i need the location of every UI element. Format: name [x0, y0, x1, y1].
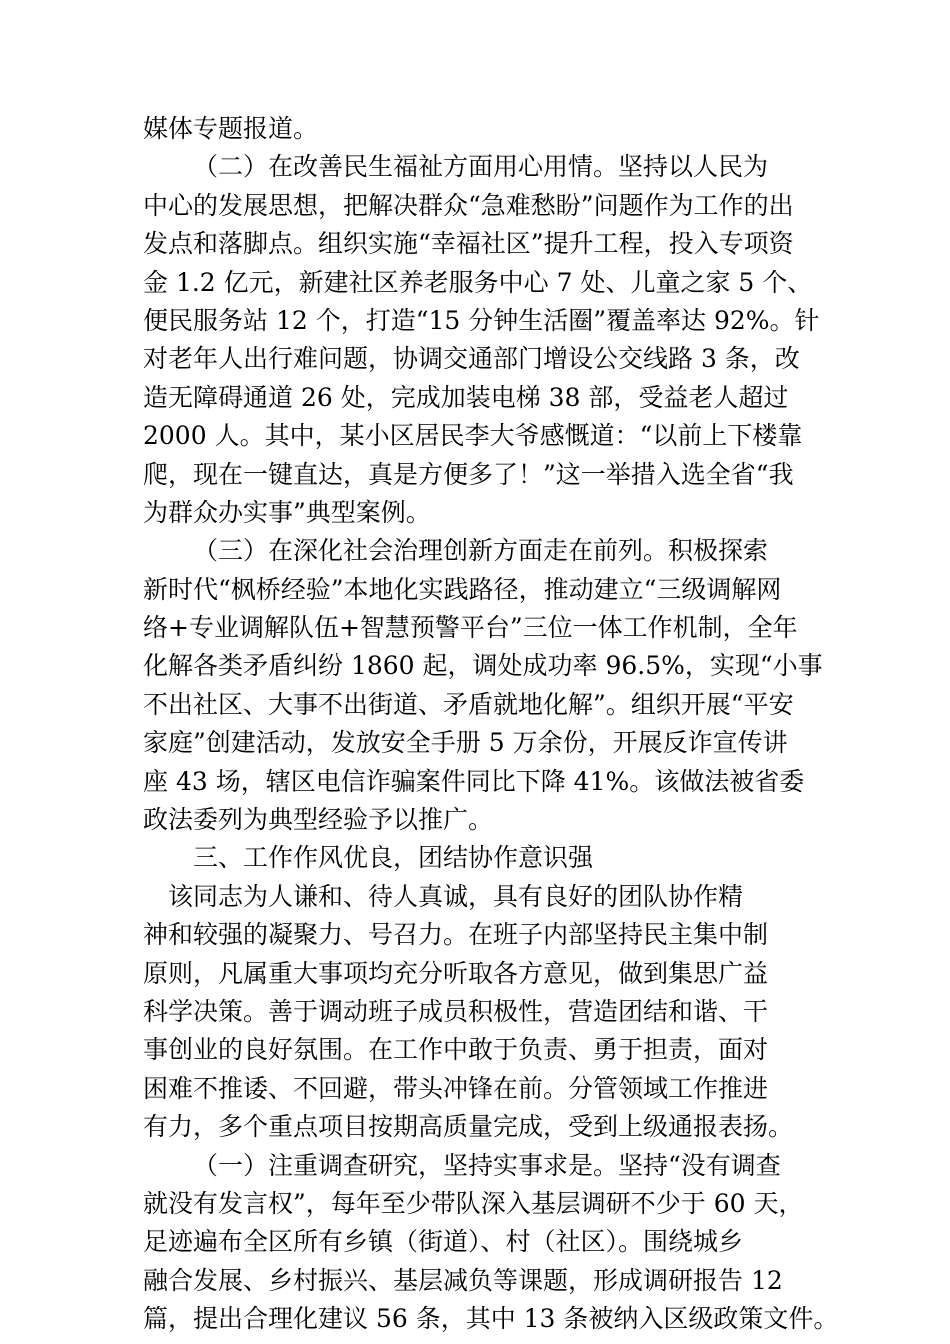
paragraph-line: 络+专业调解队伍+智慧预警平台”三位一体工作机制，全年: [143, 613, 798, 643]
paragraph-line: 为群众办实事”典型案例。: [143, 497, 431, 527]
paragraph-line: 家庭”创建活动，发放安全手册 5 万余份，开展反诈宣传讲: [143, 728, 788, 758]
paragraph-line: 就没有发言权”，每年至少带队深入基层调研不少于 60 天，: [143, 1188, 804, 1218]
document-body: [143, 110, 839, 1339]
paragraph-line: （三）在深化社会治理创新方面走在前列。积极探索: [193, 536, 769, 566]
paragraph-line: 造无障碍通道 26 处，完成加装电梯 38 部，受益老人超过: [143, 382, 789, 412]
section-heading: 三、工作作风优良，团结协作意识强: [193, 843, 594, 873]
paragraph-line: 2000 人。其中，某小区居民李大爷感慨道：“以前上下楼靠: [143, 421, 803, 451]
paragraph-line: 化解各类矛盾纠纷 1860 起，调处成功率 96.5%，实现“小事: [143, 651, 823, 681]
paragraph-line: 融合发展、乡村振兴、基层减负等课题，形成调研报告 12: [143, 1265, 783, 1295]
paragraph-line: 中心的发展思想，把解决群众“急难愁盼”问题作为工作的出: [143, 190, 794, 220]
paragraph-line: 对老年人出行难问题，协调交通部门增设公交线路 3 条，改: [143, 344, 800, 374]
paragraph-line: 便民服务站 12 个，打造“15 分钟生活圈”覆盖率达 92%。针: [143, 305, 820, 335]
paragraph-line: （二）在改善民生福祉方面用心用情。坚持以人民为: [193, 152, 769, 182]
paragraph-line: 神和较强的凝聚力、号召力。在班子内部坚持民主集中制: [143, 920, 769, 950]
paragraph-line: 爬，现在一键直达，真是方便多了！”这一举措入选全省“我: [143, 459, 794, 489]
paragraph-line: 科学决策。善于调动班子成员积极性，营造团结和谐、干: [143, 996, 769, 1026]
paragraph-line: 足迹遍布全区所有乡镇（街道）、村（社区）。围绕城乡: [143, 1227, 744, 1257]
paragraph-line: 篇，提出合理化建议 56 条，其中 13 条被纳入区级政策文件。: [143, 1304, 839, 1334]
paragraph-line: 新时代“枫桥经验”本地化实践路径，推动建立“三级调解网: [143, 574, 782, 604]
paragraph-line: 座 43 场，辖区电信诈骗案件同比下降 41%。该做法被省委: [143, 766, 805, 796]
paragraph-line: 发点和落脚点。组织实施“幸福社区”提升工程，投入专项资: [143, 229, 794, 259]
paragraph-line: 困难不推诿、不回避，带头冲锋在前。分管领域工作推进: [143, 1073, 769, 1103]
paragraph-line: 媒体专题报道。: [143, 114, 319, 143]
paragraph-line: （一）注重调查研究，坚持实事求是。坚持“没有调查: [193, 1150, 781, 1180]
paragraph-line: 有力，多个重点项目按期高质量完成，受到上级通报表扬。: [143, 1112, 794, 1142]
paragraph-line: 事创业的良好氛围。在工作中敢于负责、勇于担责，面对: [143, 1035, 769, 1065]
paragraph-line: 不出社区、大事不出街道、矛盾就地化解”。组织开展“平安: [143, 689, 794, 719]
paragraph-line: 政法委列为典型经验予以推广。: [143, 805, 494, 835]
paragraph-line: 原则，凡属重大事项均充分听取各方意见，做到集思广益: [143, 958, 769, 988]
paragraph-line: 该同志为人谦和、待人真诚，具有良好的团队协作精: [168, 881, 744, 911]
paragraph-line: 金 1.2 亿元，新建社区养老服务中心 7 处、儿童之家 5 个、: [143, 267, 813, 297]
